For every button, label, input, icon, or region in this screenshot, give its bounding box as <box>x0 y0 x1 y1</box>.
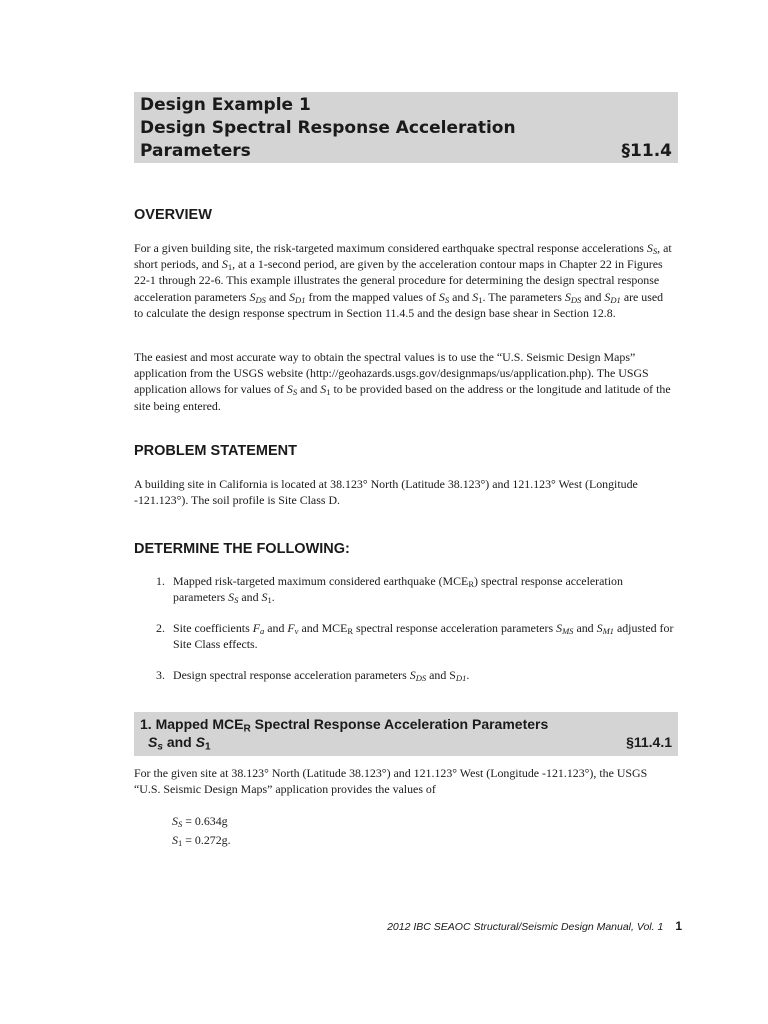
list-item-1: 1. Mapped risk-targeted maximum considered earthquake $(MCE_R)$ spectral response acceleration parameters $S_S$ and $S_1$. <box>156 574 623 606</box>
overview-paragraph-2: The easiest and most accurate way to obtain the spectral values is to use the “U.S. Seismic Design Maps” application from the USGS website (http://geohazards.usgs.gov/designmaps/us/application.php). The USGS application allows for values of $S_S$ and $S_1$ to be provided based on the address or the longitude and latitude of the site being entered. <box>134 350 671 413</box>
page-number: 1 <box>675 919 682 933</box>
overview-paragraph-1: For a given building site, the risk-targeted maximum considered earthquake spectral response accelerations $S_S$, at short periods, and $S_1$, at a 1-second period, are given by the acceleration contour maps in Chapter 22 in Figures 22-1 through 22-6. This example illustrates the general procedure for determining the design spectral response acceleration parameters $S_{DS}$ and $S_{D1}$ from the mapped values of $S_S$ and $S_1$. The parameters $S_{DS}$ and $S_{D1}$ are used to calculate the design response spectrum in Section 11.4.5 and the design base shear in Section 12.8. <box>134 241 672 320</box>
list-item-3: 3. Design spectral response acceleration parameters $S_{DS}$ and $S_{D1}$. <box>156 668 470 684</box>
title-line-3-row <box>140 140 672 163</box>
footer-manual-title: 2012 IBC SEAOC Structural/Seismic Design Manual, Vol. 1 <box>387 921 664 933</box>
title-line-2: Design Spectral Response Acceleration <box>140 118 516 138</box>
section-1-text: For the given site at 38.123° North (Latitude 38.123°) and 121.123° West (Longitude -121.123°), the USGS “U.S. Seismic Design Maps” application provides the values of <box>134 766 648 797</box>
title-line-3: Parameters <box>140 141 251 161</box>
ss-equation: $S_S = 0.634g$ <box>172 814 228 830</box>
section-1-heading-banner <box>134 712 678 756</box>
section-1-heading-line-2: $S_s$ and $S_1$ §11.4.1 <box>148 734 672 753</box>
section-1-ref: §11.4.1 <box>626 734 672 750</box>
determine-heading: DETERMINE THE FOLLOWING: <box>134 541 350 557</box>
title-line-1: Design Example 1 <box>140 95 311 115</box>
overview-heading: OVERVIEW <box>134 207 212 223</box>
s1-equation: $S_1 = 0.272g$. <box>172 833 231 849</box>
page-footer <box>386 919 682 933</box>
problem-statement-text: A building site in California is located at 38.123° North (Latitude 38.123°) and 121.123° West (Longitude -121.123°). The soil profile is Site Class D. <box>134 477 638 508</box>
list-item-2: 2. Site coefficients $F_a$ and $F_v$ and $MCE_R$ spectral response acceleration parameters $S_{MS}$ and $S_{M1}$ adjusted for Site Class effects. <box>156 621 674 652</box>
problem-statement-heading: PROBLEM STATEMENT <box>134 443 297 459</box>
title-banner <box>134 92 678 163</box>
section-1-heading-line-1: 1. Mapped $MCE_R$ Spectral Response Acceleration Parameters <box>140 716 549 735</box>
title-section-ref: §11.4 <box>621 141 672 161</box>
